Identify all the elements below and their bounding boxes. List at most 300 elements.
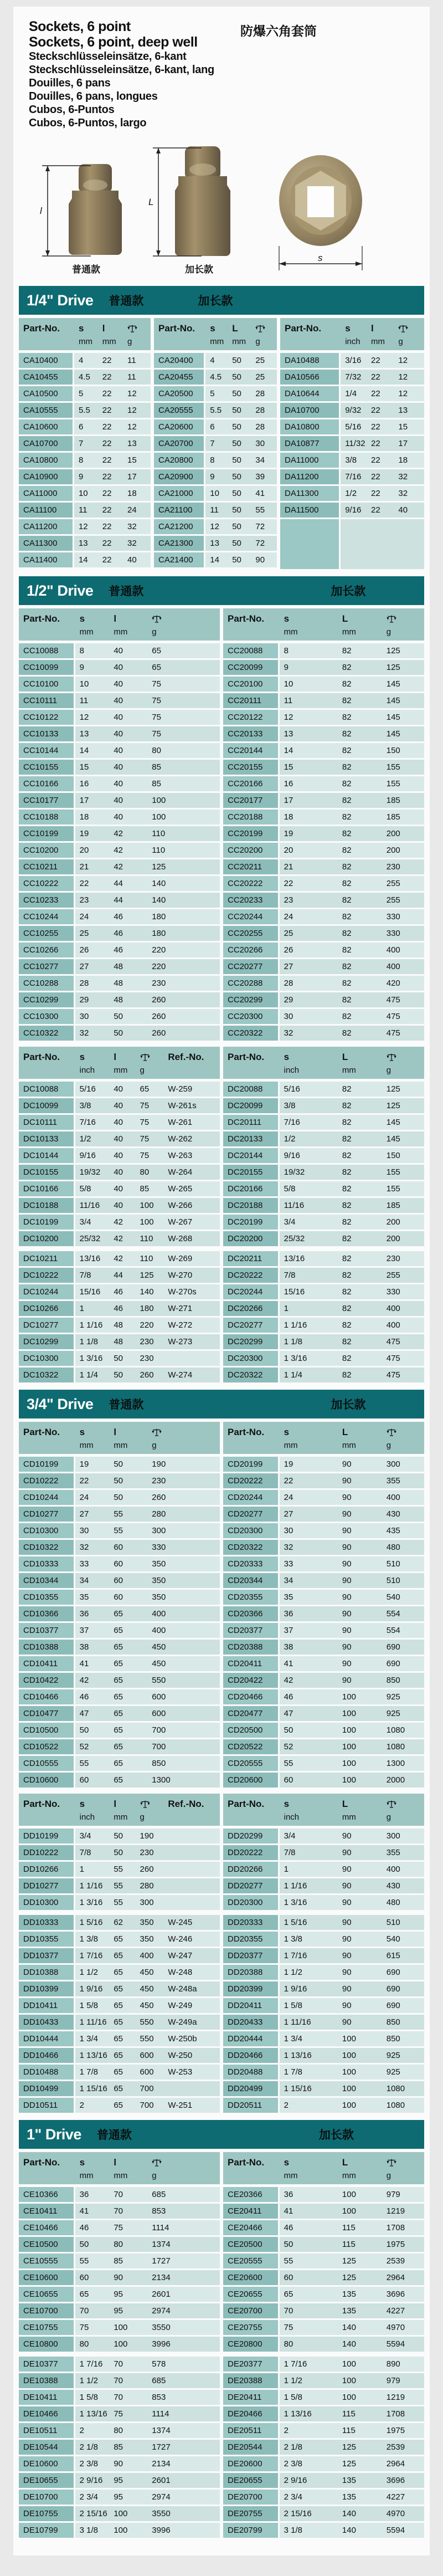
value-cell: 75: [114, 2223, 123, 2232]
value-cell: 1 9/16: [284, 1984, 307, 1994]
value-cell: 35: [284, 1592, 293, 1602]
value-cell: 1374: [152, 2240, 171, 2249]
value-cell: 1 7/16: [284, 1951, 307, 1960]
table-row: [19, 726, 220, 741]
value-cell: 50: [232, 422, 241, 432]
value-cell: 55: [79, 1759, 89, 1768]
value-cell: 25: [79, 929, 89, 938]
table-row: [154, 536, 277, 551]
svg-text:l: l: [40, 206, 42, 216]
part-number: CE10555: [19, 2254, 75, 2268]
value-cell: 230: [152, 979, 166, 988]
column-header: s mm: [79, 2157, 94, 2180]
value-cell: 22: [102, 439, 112, 448]
part-number: DC20211: [223, 1251, 280, 1266]
value-cell: 100: [342, 2084, 356, 2093]
value-cell: W-269: [168, 1254, 193, 1263]
value-cell: 100: [114, 2339, 128, 2349]
part-number: CD10322: [19, 1540, 75, 1555]
value-cell: 300: [386, 1831, 400, 1841]
table-row: [19, 1198, 220, 1213]
value-cell: 2 3/8: [284, 2459, 302, 2469]
part-number: DC20199: [223, 1215, 280, 1230]
value-cell: 4: [78, 356, 84, 365]
value-cell: 50: [79, 1725, 89, 1735]
table-header: [154, 318, 277, 350]
part-number: DC10144: [19, 1148, 75, 1163]
column-header: L mm: [232, 323, 246, 346]
part-number: CD10300: [19, 1523, 75, 1538]
value-cell: 475: [386, 1370, 400, 1380]
value-cell: 100: [342, 1692, 356, 1702]
value-cell: 135: [342, 2306, 356, 2316]
value-cell: 1300: [386, 1759, 405, 1768]
table-row: [223, 2303, 424, 2318]
part-number: CC10200: [19, 843, 75, 858]
value-cell: 82: [342, 1084, 352, 1094]
table-row: [19, 1845, 220, 1860]
value-cell: 10: [79, 679, 89, 689]
value-cell: 145: [386, 1118, 400, 1127]
value-cell: 125: [386, 1084, 400, 1094]
value-cell: 480: [386, 1898, 400, 1907]
value-cell: 40: [114, 762, 123, 772]
part-number: CC10266: [19, 943, 75, 957]
table-row: [223, 2440, 424, 2455]
value-cell: 260: [152, 995, 166, 1005]
table-row: [223, 677, 424, 692]
table-group: [154, 318, 277, 571]
value-cell: 3 1/8: [79, 2526, 98, 2535]
value-cell: 82: [342, 779, 352, 788]
value-cell: 9/16: [345, 505, 362, 515]
part-number: CA20500: [154, 386, 205, 401]
part-number: CA10700: [19, 436, 74, 451]
value-cell: 55: [114, 1898, 123, 1907]
value-cell: 2601: [152, 2290, 171, 2299]
table-body: [19, 1082, 220, 1382]
part-number: DE10799: [19, 2523, 75, 2538]
column-header: Part-No.: [228, 2157, 265, 2168]
value-cell: 25/32: [284, 1234, 305, 1243]
value-cell: 100: [342, 1742, 356, 1752]
table-row: [154, 519, 277, 534]
value-cell: 82: [342, 895, 352, 905]
table-row: [19, 976, 220, 991]
table-row: [19, 386, 151, 401]
value-cell: 22: [370, 439, 380, 448]
column-header: l mm: [114, 2157, 128, 2180]
value-cell: 65: [114, 2101, 123, 2110]
value-cell: 42: [79, 1676, 89, 1685]
value-cell: 27: [79, 962, 89, 971]
value-cell: 12: [284, 713, 293, 722]
table-row: [154, 453, 277, 468]
value-cell: 40: [114, 1201, 123, 1210]
column-header: l mm: [370, 323, 385, 346]
part-number: CD10522: [19, 1739, 75, 1754]
column-header: l mm: [102, 323, 116, 346]
value-cell: 230: [140, 1337, 154, 1346]
value-cell: 3/8: [284, 1101, 296, 1110]
value-cell: 11: [210, 505, 219, 515]
value-cell: 17: [284, 796, 293, 805]
column-header: Part-No.: [23, 613, 60, 624]
value-cell: 19: [79, 1459, 89, 1469]
value-cell: 125: [386, 646, 400, 655]
part-number: CE10411: [19, 2204, 75, 2219]
table-row: [223, 1368, 424, 1382]
value-cell: 82: [342, 746, 352, 755]
weight-scale-icon: g: [136, 1051, 164, 1076]
table-row: [223, 2406, 424, 2421]
value-cell: 690: [386, 1984, 400, 1994]
value-cell: 2: [79, 2426, 84, 2435]
part-number: CC20277: [223, 959, 280, 974]
value-cell: 145: [386, 713, 400, 722]
value-cell: 82: [342, 829, 352, 838]
value-cell: 1: [284, 1304, 289, 1313]
column-header: Ref.-No.: [168, 1052, 204, 1062]
value-cell: 70: [79, 2306, 89, 2316]
value-cell: 100: [114, 2323, 128, 2332]
part-number: CE20466: [223, 2220, 280, 2235]
value-cell: 135: [342, 2290, 356, 2299]
table-row: [223, 2237, 424, 2252]
value-cell: 1114: [152, 2409, 169, 2419]
table-row: [223, 643, 424, 658]
value-cell: 180: [140, 1304, 154, 1313]
value-cell: 12: [127, 406, 137, 415]
value-cell: 42: [114, 1217, 123, 1227]
value-cell: 260: [152, 1493, 166, 1502]
value-cell: 22: [284, 1476, 293, 1486]
table-row: [223, 1829, 424, 1843]
value-cell: 24: [79, 912, 89, 921]
value-cell: W-247: [168, 1951, 193, 1960]
table-row: [223, 1301, 424, 1316]
value-cell: 12: [127, 389, 137, 398]
part-number: CD20555: [223, 1756, 280, 1771]
table-row: [223, 1673, 424, 1688]
table-row: [19, 1829, 220, 1843]
value-cell: 8: [284, 646, 289, 655]
value-cell: 50: [232, 539, 241, 548]
value-cell: 600: [140, 2067, 154, 2077]
value-cell: 400: [140, 1951, 154, 1960]
value-cell: 15: [398, 422, 408, 432]
value-cell: 25/32: [79, 1234, 101, 1243]
value-cell: 90: [342, 1493, 352, 1502]
part-number: CC10122: [19, 710, 75, 725]
value-cell: 65: [114, 1676, 123, 1685]
table-row: [19, 1165, 220, 1180]
value-cell: 2000: [386, 1775, 405, 1785]
value-cell: W-249: [168, 2001, 193, 2010]
value-cell: 22: [102, 555, 112, 565]
value-cell: 65: [114, 1775, 123, 1785]
part-number: CD20300: [223, 1523, 280, 1538]
part-number: DC20222: [223, 1268, 280, 1283]
part-number: CA11000: [19, 486, 74, 501]
page-title-chinese: 防爆六角套筒: [240, 24, 317, 38]
value-cell: 9: [210, 472, 215, 482]
value-cell: 700: [140, 2084, 154, 2093]
part-number: CC20088: [223, 643, 280, 658]
value-cell: W-261: [168, 1118, 193, 1127]
part-number: DC10211: [19, 1251, 75, 1266]
value-cell: 14: [78, 555, 88, 565]
part-number: DC20300: [223, 1351, 280, 1366]
value-cell: 36: [79, 1609, 89, 1619]
value-cell: 190: [152, 1459, 166, 1469]
table-header: [19, 2152, 220, 2184]
part-number: DD20444: [223, 2031, 280, 2046]
table-row: [223, 859, 424, 874]
value-cell: 400: [152, 1626, 166, 1635]
table-row: [280, 419, 424, 434]
value-cell: 60: [114, 1592, 123, 1602]
table-row: [19, 1673, 220, 1688]
value-cell: 90: [342, 1934, 352, 1944]
value-cell: W-263: [168, 1151, 193, 1160]
value-cell: 40: [114, 696, 123, 705]
value-cell: 33: [79, 1559, 89, 1569]
table-row: [223, 2254, 424, 2268]
value-cell: 46: [114, 945, 123, 955]
part-number: CD10600: [19, 1773, 75, 1788]
table-row: [223, 760, 424, 775]
part-number: CC10322: [19, 1026, 75, 1041]
value-cell: 890: [386, 2359, 400, 2369]
table-row: [19, 1590, 220, 1605]
value-cell: 29: [79, 995, 89, 1005]
value-cell: 600: [140, 2051, 154, 2060]
value-cell: 41: [255, 489, 265, 498]
part-number: CC10300: [19, 1009, 75, 1024]
part-number: CA20900: [154, 469, 205, 484]
value-cell: 255: [386, 895, 400, 905]
value-cell: 65: [114, 2067, 123, 2077]
title-fr-long: Douilles, 6 pans, longues: [29, 90, 158, 103]
part-number: CD10277: [19, 1507, 75, 1522]
value-cell: 60: [114, 1559, 123, 1569]
value-cell: W-262: [168, 1134, 193, 1144]
part-number: DC20166: [223, 1181, 280, 1196]
weight-scale-icon: g: [382, 1426, 424, 1451]
value-cell: 8: [78, 455, 84, 465]
value-cell: 82: [342, 1271, 352, 1280]
value-cell: W-264: [168, 1167, 193, 1177]
value-cell: 1080: [386, 1725, 405, 1735]
value-cell: 75: [140, 1118, 150, 1127]
part-number: CC20122: [223, 710, 280, 725]
table-row: [19, 419, 151, 434]
part-number: CE20411: [223, 2204, 280, 2219]
value-cell: 155: [386, 1167, 400, 1177]
value-cell: 90: [342, 1459, 352, 1469]
value-cell: 50: [284, 1725, 293, 1735]
value-cell: 11/16: [284, 1201, 305, 1210]
table-row: [223, 1606, 424, 1621]
value-cell: 2539: [386, 2256, 405, 2266]
value-cell: 82: [342, 1134, 352, 1144]
value-cell: W-270: [168, 1271, 193, 1280]
table-row: [19, 1268, 220, 1283]
value-cell: 2 3/8: [79, 2459, 98, 2469]
table-row: [223, 1845, 424, 1860]
table-header: [19, 318, 151, 350]
part-number: CD20600: [223, 1773, 280, 1788]
table-row: [19, 2456, 220, 2471]
value-cell: 330: [386, 912, 400, 921]
value-cell: 255: [386, 879, 400, 888]
value-cell: 400: [386, 945, 400, 955]
table-row: [223, 1723, 424, 1738]
value-cell: 30: [255, 439, 265, 448]
value-cell: 9: [79, 663, 84, 672]
value-cell: 685: [152, 2190, 166, 2199]
value-cell: 1 1/2: [284, 2376, 302, 2385]
value-cell: 16: [79, 779, 89, 788]
value-cell: 90: [342, 2017, 352, 2027]
value-cell: 550: [152, 1676, 166, 1685]
part-number: DC20244: [223, 1284, 280, 1299]
part-number: DA11300: [280, 486, 341, 501]
value-cell: 12: [210, 522, 219, 531]
value-cell: 260: [140, 1370, 154, 1380]
value-cell: 70: [114, 2190, 123, 2199]
value-cell: 90: [342, 2001, 352, 2010]
table-row: [19, 2337, 220, 2352]
value-cell: W-265: [168, 1184, 193, 1194]
label-long: 加长款: [331, 1399, 366, 1411]
table-body: [19, 1457, 220, 1788]
value-cell: 12: [78, 522, 88, 531]
part-number: CD20422: [223, 1673, 280, 1688]
value-cell: 1 1/8: [79, 1337, 98, 1346]
value-cell: 41: [284, 2206, 293, 2216]
part-number: DD20266: [223, 1862, 280, 1877]
table-row: [19, 2204, 220, 2219]
value-cell: 853: [152, 2393, 166, 2402]
part-number: CA21300: [154, 536, 205, 551]
value-cell: 22: [102, 406, 112, 415]
part-number: DC10200: [19, 1231, 75, 1246]
value-cell: 46: [79, 2223, 89, 2232]
table-row: [223, 2031, 424, 2046]
part-number: DD10411: [19, 1998, 75, 2013]
value-cell: 50: [114, 1370, 123, 1380]
value-cell: 90: [342, 1984, 352, 1994]
value-cell: 1975: [386, 2240, 405, 2249]
value-cell: 26: [284, 945, 293, 955]
value-cell: 200: [386, 829, 400, 838]
value-cell: 60: [284, 2273, 293, 2282]
table-row: [19, 1457, 220, 1472]
table-row: [19, 2098, 220, 2113]
part-number: DE20600: [223, 2456, 280, 2471]
part-number: CC20300: [223, 1009, 280, 1024]
part-number: DA11500: [280, 503, 341, 518]
column-header: Part-No.: [228, 1052, 265, 1062]
table-group: [19, 1047, 220, 1384]
part-number: DE20700: [223, 2490, 280, 2505]
value-cell: 22: [102, 389, 112, 398]
value-cell: 13: [398, 406, 408, 415]
table-row: [154, 370, 277, 385]
part-number: CD10422: [19, 1673, 75, 1688]
value-cell: 600: [152, 1709, 166, 1718]
value-cell: 90: [342, 1509, 352, 1519]
value-cell: 7/32: [345, 372, 362, 382]
value-cell: 46: [114, 929, 123, 938]
table-group: [223, 1422, 424, 1789]
part-number: CD10477: [19, 1706, 75, 1721]
table-header: [19, 1794, 220, 1826]
value-cell: 65: [152, 663, 161, 672]
value-cell: 1080: [386, 2101, 405, 2110]
table-row: [223, 1756, 424, 1771]
value-cell: 22: [102, 356, 112, 365]
value-cell: 46: [284, 1692, 293, 1702]
value-cell: 19: [79, 829, 89, 838]
value-cell: 40: [114, 812, 123, 822]
weight-scale-icon: g: [123, 322, 151, 347]
value-cell: 1 3/4: [79, 2034, 98, 2044]
caption-long: 加长款: [185, 264, 213, 275]
value-cell: 350: [152, 1592, 166, 1602]
value-cell: 9: [78, 472, 84, 482]
value-cell: 125: [386, 663, 400, 672]
value-cell: 1 13/16: [284, 2409, 312, 2419]
value-cell: 125: [342, 2442, 356, 2452]
table-row: [19, 1998, 220, 2013]
part-number: CC10133: [19, 726, 75, 741]
value-cell: 50: [114, 1848, 123, 1857]
part-number: CD20366: [223, 1606, 280, 1621]
value-cell: 475: [386, 1012, 400, 1021]
part-number: DD20222: [223, 1845, 280, 1860]
table-row: [223, 1878, 424, 1893]
title-es: Cubos, 6-Puntos: [29, 104, 115, 116]
value-cell: 62: [114, 1918, 123, 1927]
value-cell: 850: [386, 1676, 400, 1685]
table-row: [19, 1981, 220, 1996]
value-cell: 90: [342, 1576, 352, 1585]
value-cell: 82: [342, 1217, 352, 1227]
section-half-drive: [19, 576, 424, 1384]
part-number: CD20355: [223, 1590, 280, 1605]
table-row: [223, 660, 424, 675]
table-row: [19, 2270, 220, 2285]
value-cell: W-248: [168, 1968, 193, 1977]
value-cell: 50: [114, 1476, 123, 1486]
value-cell: 55: [114, 1526, 123, 1535]
table-row: [223, 959, 424, 974]
table-row: [19, 826, 220, 841]
value-cell: 979: [386, 2376, 400, 2385]
value-cell: 1 3/16: [284, 1898, 307, 1907]
value-cell: 7/16: [284, 1118, 300, 1127]
value-cell: 90: [342, 1848, 352, 1857]
table-row: [19, 1231, 220, 1246]
part-number: CA10455: [19, 370, 74, 385]
value-cell: 145: [386, 696, 400, 705]
table-row: [223, 710, 424, 725]
value-cell: 125: [342, 2459, 356, 2469]
value-cell: 1080: [386, 1742, 405, 1752]
